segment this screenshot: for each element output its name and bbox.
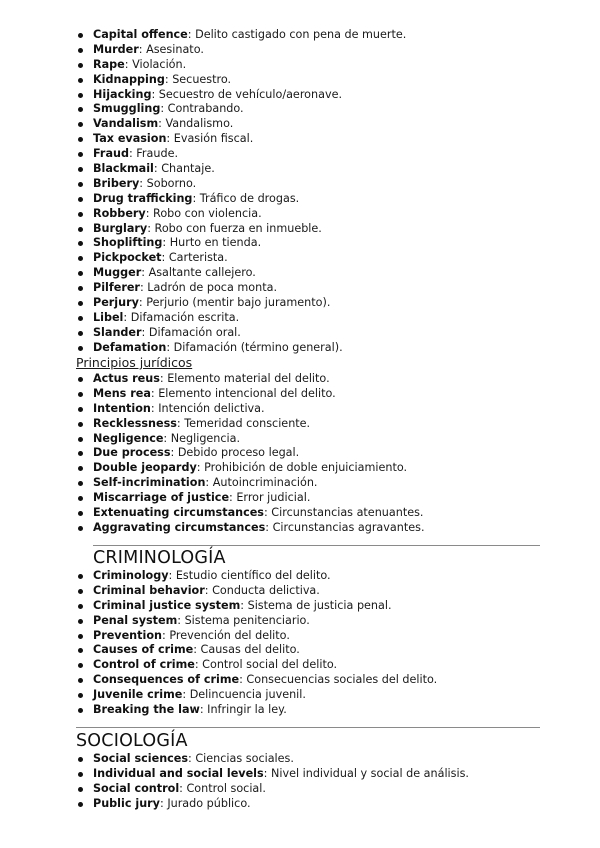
- list-item: Vandalism: Vandalismo.: [76, 117, 596, 132]
- definition: Prohibición de doble enjuiciamiento.: [204, 461, 408, 475]
- term: Aggravating circumstances: [93, 520, 266, 534]
- list-item: Perjury: Perjurio (mentir bajo juramento).: [76, 296, 596, 311]
- list-item: Due process: Debido proceso legal.: [76, 446, 596, 461]
- definition: Secuestro.: [172, 72, 232, 86]
- definition: Nivel individual y social de análisis.: [270, 766, 469, 780]
- list-item: Extenuating circumstances: Circunstancias atenuantes.: [76, 506, 596, 521]
- list-item: Criminology: Estudio científico del delito.: [76, 569, 596, 584]
- definition: Difamación escrita.: [130, 310, 240, 324]
- list-item: Mugger: Asaltante callejero.: [76, 266, 596, 281]
- definition: Error judicial.: [236, 491, 311, 505]
- term: Perjury: [93, 296, 139, 310]
- legal-principles-list: [76, 372, 596, 536]
- list-item: Breaking the law: Infringir la ley.: [76, 703, 596, 718]
- definition: Negligencia.: [170, 431, 241, 445]
- definition: Consecuencias sociales del delito.: [246, 673, 438, 687]
- list-item: Criminal justice system: Sistema de justicia penal.: [76, 599, 596, 614]
- list-item: Capital offence: Delito castigado con pena de muerte.: [76, 28, 596, 43]
- definition: Asesinato.: [146, 42, 204, 56]
- definition: Autoincriminación.: [212, 476, 318, 490]
- list-item: Slander: Difamación oral.: [76, 326, 596, 341]
- definition: Difamación (término general).: [173, 340, 343, 354]
- term: Blackmail: [93, 162, 154, 176]
- list-item: Double jeopardy: Prohibición de doble enjuiciamiento.: [76, 461, 596, 476]
- list-item: Intention: Intención delictiva.: [76, 402, 596, 417]
- list-item: Causes of crime: Causas del delito.: [76, 643, 596, 658]
- term: Due process: [93, 446, 171, 460]
- criminology-list: [76, 569, 596, 718]
- definition: Circunstancias atenuantes.: [271, 506, 424, 520]
- list-item: Pickpocket: Carterista.: [76, 251, 596, 266]
- list-item: Actus reus: Elemento material del delito.: [76, 372, 596, 387]
- list-item: Murder: Asesinato.: [76, 43, 596, 58]
- term: Pickpocket: [93, 251, 162, 265]
- list-item: Shoplifting: Hurto en tienda.: [76, 236, 596, 251]
- definition: Sistema penitenciario.: [184, 613, 310, 627]
- term: Vandalism: [93, 117, 159, 131]
- list-item: Penal system: Sistema penitenciario.: [76, 614, 596, 629]
- list-item: Individual and social levels: Nivel individual y social de análisis.: [76, 767, 596, 782]
- definition: Evasión fiscal.: [173, 132, 254, 146]
- list-item: Bribery: Soborno.: [76, 177, 596, 192]
- term: Criminal behavior: [93, 583, 205, 597]
- term: Penal system: [93, 613, 178, 627]
- definition: Chantaje.: [161, 162, 215, 176]
- definition: Elemento intencional del delito.: [158, 386, 336, 400]
- term: Fraud: [93, 147, 129, 161]
- list-item: Fraud: Fraude.: [76, 147, 596, 162]
- term: Shoplifting: [93, 236, 163, 250]
- definition: Sistema de justicia penal.: [247, 598, 392, 612]
- term: Causes of crime: [93, 643, 194, 657]
- definition: Temeridad consciente.: [184, 416, 311, 430]
- list-item: Kidnapping: Secuestro.: [76, 73, 596, 88]
- term: Tax evasion: [93, 132, 167, 146]
- definition: Robo con fuerza en inmueble.: [154, 221, 322, 235]
- term: Drug trafficking: [93, 191, 193, 205]
- sociologia-title: SOCIOLOGÍA: [76, 731, 188, 751]
- term: Hijacking: [93, 87, 152, 101]
- principios-juridicos-heading: Principios jurídicos: [76, 355, 193, 370]
- definition: Robo con violencia.: [153, 206, 262, 220]
- definition: Estudio científico del delito.: [175, 569, 331, 582]
- term: Juvenile crime: [93, 688, 183, 702]
- term: Pilferer: [93, 281, 140, 295]
- term: Negligence: [93, 431, 164, 445]
- list-item: Miscarriage of justice: Error judicial.: [76, 491, 596, 506]
- term: Slander: [93, 325, 142, 339]
- list-item: Robbery: Robo con violencia.: [76, 207, 596, 222]
- list-item: Criminal behavior: Conducta delictiva.: [76, 584, 596, 599]
- list-item: Tax evasion: Evasión fiscal.: [76, 132, 596, 147]
- list-item: Burglary: Robo con fuerza en inmueble.: [76, 222, 596, 237]
- term: Intention: [93, 401, 151, 415]
- term: Extenuating circumstances: [93, 506, 264, 520]
- definition: Tráfico de drogas.: [199, 191, 300, 205]
- term: Bribery: [93, 176, 140, 190]
- term: Kidnapping: [93, 72, 165, 86]
- list-item: Social control: Control social.: [76, 782, 596, 797]
- definition: Carterista.: [168, 251, 228, 265]
- term: Social control: [93, 781, 180, 795]
- definition: Contrabando.: [167, 102, 244, 116]
- term: Self-incrimination: [93, 476, 206, 490]
- term: Libel: [93, 310, 124, 324]
- term: Consequences of crime: [93, 673, 240, 687]
- definition: Control social.: [186, 781, 266, 795]
- criminologia-title: CRIMINOLOGÍA: [93, 548, 226, 568]
- definition: Causas del delito.: [200, 643, 300, 657]
- list-item: Defamation: Difamación (término general).: [76, 341, 596, 356]
- list-item: Control of crime: Control social del delito.: [76, 658, 596, 673]
- term: Breaking the law: [93, 703, 200, 717]
- list-item: Social sciences: Ciencias sociales.: [76, 752, 596, 767]
- definition: Conducta delictiva.: [212, 583, 320, 597]
- definition: Prevención del delito.: [169, 628, 290, 642]
- term: Actus reus: [93, 372, 160, 385]
- term: Mugger: [93, 266, 142, 280]
- list-item: Prevention: Prevención del delito.: [76, 629, 596, 644]
- list-item: Rape: Violación.: [76, 58, 596, 73]
- definition: Asaltante callejero.: [148, 266, 256, 280]
- definition: Jurado público.: [167, 796, 251, 810]
- term: Defamation: [93, 340, 167, 354]
- term: Rape: [93, 57, 125, 71]
- list-item: Mens rea: Elemento intencional del delito.: [76, 387, 596, 402]
- section-divider: [76, 727, 540, 728]
- definition: Debido proceso legal.: [177, 446, 300, 460]
- term: Smuggling: [93, 102, 161, 116]
- definition: Vandalismo.: [165, 117, 234, 131]
- definition: Difamación oral.: [148, 325, 241, 339]
- definition: Hurto en tienda.: [169, 236, 262, 250]
- definition: Soborno.: [146, 176, 197, 190]
- definition: Circunstancias agravantes.: [272, 520, 425, 534]
- definition: Infringir la ley.: [207, 703, 287, 717]
- list-item: Smuggling: Contrabando.: [76, 102, 596, 117]
- list-item: Public jury: Jurado público.: [76, 797, 596, 812]
- term: Murder: [93, 42, 139, 56]
- term: Double jeopardy: [93, 461, 197, 475]
- definition: Secuestro de vehículo/aeronave.: [158, 87, 343, 101]
- list-item: Consequences of crime: Consecuencias sociales del delito.: [76, 673, 596, 688]
- term: Recklessness: [93, 416, 177, 430]
- term: Mens rea: [93, 386, 151, 400]
- term: Social sciences: [93, 752, 189, 765]
- term: Prevention: [93, 628, 162, 642]
- term: Miscarriage of justice: [93, 491, 230, 505]
- crime-glossary-list: [76, 28, 596, 356]
- list-item: Hijacking: Secuestro de vehículo/aeronave.: [76, 88, 596, 103]
- term: Capital offence: [93, 28, 188, 41]
- list-item: Pilferer: Ladrón de poca monta.: [76, 281, 596, 296]
- definition: Perjurio (mentir bajo juramento).: [146, 296, 331, 310]
- list-item: Libel: Difamación escrita.: [76, 311, 596, 326]
- definition: Ciencias sociales.: [195, 752, 294, 765]
- list-item: Juvenile crime: Delincuencia juvenil.: [76, 688, 596, 703]
- list-item: Negligence: Negligencia.: [76, 432, 596, 447]
- list-item: Recklessness: Temeridad consciente.: [76, 417, 596, 432]
- definition: Ladrón de poca monta.: [147, 281, 277, 295]
- term: Burglary: [93, 221, 148, 235]
- list-item: Blackmail: Chantaje.: [76, 162, 596, 177]
- definition: Elemento material del delito.: [167, 372, 330, 385]
- definition: Violación.: [132, 57, 187, 71]
- term: Individual and social levels: [93, 766, 264, 780]
- term: Criminal justice system: [93, 598, 241, 612]
- list-item: Self-incrimination: Autoincriminación.: [76, 476, 596, 491]
- definition: Delincuencia juvenil.: [189, 688, 306, 702]
- definition: Intención delictiva.: [158, 401, 265, 415]
- section-divider: [93, 545, 540, 546]
- term: Control of crime: [93, 658, 195, 672]
- sociology-list: [76, 752, 596, 812]
- definition: Delito castigado con pena de muerte.: [195, 28, 407, 41]
- list-item: Aggravating circumstances: Circunstancias agravantes.: [76, 521, 596, 536]
- definition: Fraude.: [136, 147, 179, 161]
- term: Public jury: [93, 796, 160, 810]
- definition: Control social del delito.: [202, 658, 338, 672]
- term: Criminology: [93, 569, 169, 582]
- list-item: Drug trafficking: Tráfico de drogas.: [76, 192, 596, 207]
- term: Robbery: [93, 206, 146, 220]
